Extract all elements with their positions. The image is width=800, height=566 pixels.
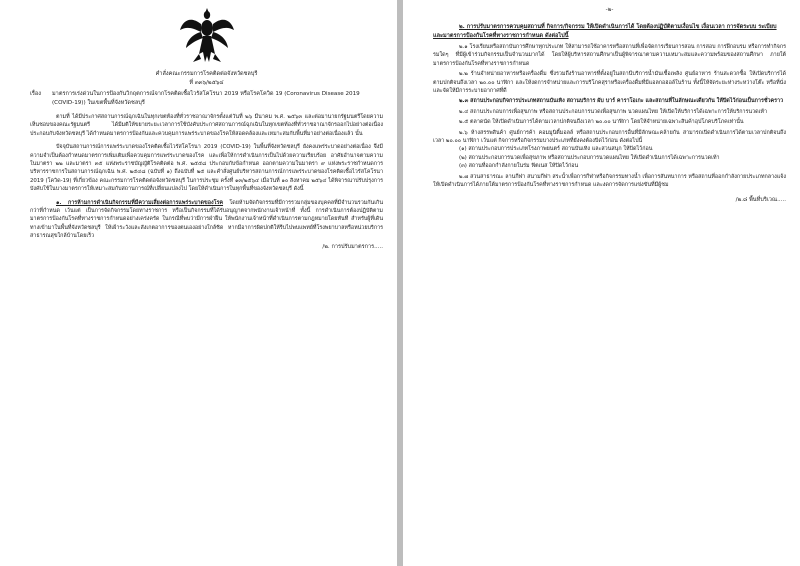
subject-label: เรื่อง [30,91,42,97]
item-2-3: ๒.๓ สถานประกอบกิจการประเภทสถานบันเทิง สถานบริการ ผับ บาร์ คาราโอเกะ และสถานที่ในลักษณะเดียวกัน ให้ปิดไว้ก่อนเป็นการชั่วคราว [459,98,784,105]
item-2-5: ๒.๕ ตลาดนัด ให้เปิดดำเนินการได้ตามเวลาปกติจนถึงเวลา ๒๐.๐๐ นาฬิกา โดยให้จำหน่ายเฉพาะสินค้าอุปโภคบริโภคเท่านั้น [459,119,744,126]
subject-text: มาตรการเร่งด่วนในการป้องกันวิกฤตการณ์จากโรคติดเชื้อไวรัสโคโรนา 2019 หรือโรคโควิด 19 (Coronavirus Disease 2019 (COVID-19)) ในเขตพื้นที่จังหวัดชลบุรี [52,91,360,106]
item-2-6-3: (๓) สถานที่ออกกำลังกายในร่ม ฟิตเนส ให้ปิดไว้ก่อน [459,163,579,170]
item-2-4: ๒.๔ สถานประกอบการเพื่อสุขภาพ หรือสถานประกอบการนวดเพื่อสุขภาพ นวดแผนไทย ให้เปิดให้บริการได้เฉพาะการให้บริการนวดเท้า [459,108,768,115]
document-page-1 [0,0,397,566]
garuda-emblem-icon [177,6,237,66]
intro-paragraph: ตามที่ ได้มีประกาศสถานการณ์ฉุกเฉินในทุกเขตท้องที่ทั่วราชอาณาจักรตั้งแต่วันที่ ๒๖ มีนาคม พ.ศ. ๒๕๖๓ และต่อมานายกรัฐมนตรีโดยความเห็นชอบของคณะรัฐมนตรี ได้มีมติให้ขยายระยะเวลาการใช้บังคับประกาศสถานการณ์ฉุกเฉินในทุกเขตท้องที่ทั่วราชอาณาจักรออกไปอย่างต่อเนื่อง ประกอบกับจังหวัดชลบุรี ได้กำหนดมาตรการป้องกันและควบคุมการแพร่ระบาดของโรคให้สอดคล้องและเหมาะสมกับพื้นที่มาอย่างต่อเนื่องแล้ว นั้น [30,114,383,137]
page-2-continuation: /๒.๘ พื้นที่บริเวณ..... [735,196,786,203]
order-number: ที่ ๓๓๖/๒๕๖๔ [189,80,224,86]
section-1-title: ๑. การห้ามการดำเนินกิจกรรมที่มีความเสี่ยงต่อการแพร่ระบาดของโรค [56,199,224,206]
item-2-6: ๒.๖ ห้างสรรพสินค้า ศูนย์การค้า คอมมูนิตี้มอลล์ หรือสถานประกอบการอื่นที่มีลักษณะคล้ายกัน สามารถเปิดดำเนินการได้ตามเวลาปกติจนถึงเวลา ๒๐.๐๐ นาฬิกา เว้นแต่ กิจการหรือกิจกรรมบางประเภทที่ยังคงต้องปิดไว้ก่อน ดังต่อไปนี้ [433,129,786,145]
page-number: -๒- [605,7,614,13]
document-page-2 [403,0,800,566]
item-2-1: ๒.๑ โรงเรียนหรือสถาบันการศึกษาทุกประเภท ให้สามารถใช้อาคารหรือสถานที่เพื่อจัดการเรียนการสอน การสอบ การฝึกอบรม หรือการทำกิจกรรมใดๆ ที่มีผู้เข้าร่วมกิจกรรมเป็นจำนวนมากได้ โดยให้ผู้บริหารสถานศึกษาเป็นผู้พิจารณาตามความเหมาะสมและความพร้อมของสถานศึกษา ภายใต้มาตรการป้องกันโรคที่ทางราชการกำหนด [433,44,786,67]
section-1 [30,199,383,241]
item-2-7: ๒.๗ สวนสาธารณะ ลานกีฬา สนามกีฬา สระน้ำเพื่อการกีฬาหรือกิจกรรมทางน้ำ เพื่อการสันทนาการ หรือสถานที่ออกกำลังกายประเภทกลางแจ้ง ให้เปิดดำเนินการได้ภายใต้มาตรการป้องกันโรคที่ทางราชการกำหนด และงดการจัดการแข่งขันที่มีผู้ชม [433,173,786,189]
section-2-title: ๒. การปรับมาตรการควบคุมสถานที่ กิจการ/กิจกรรม ให้เปิดดำเนินการได้ โดยต้องปฏิบัติตามเงื่อนไข เงื่อนเวลา การจัดระบบ ระเบียบ และมาตรการป้องกันโรคที่ทางราชการกำหนด ดังต่อไปนี้ [433,24,777,39]
subject-line [30,90,383,108]
authority-paragraph: ปัจจุบันสถานการณ์การแพร่ระบาดของโรคติดเชื้อไวรัสโคโรนา 2019 (COVID-19) ในพื้นที่จังหวัดชลบุรี ยังคงแพร่ระบาดอย่างต่อเนื่อง จึงมีความจำเป็นต้องกำหนดมาตรการเพิ่มเติมเพื่อควบคุมการแพร่ระบาดของโรค และเพื่อให้การดำเนินการเป็นไปด้วยความเรียบร้อย อาศัยอำนาจตามความในมาตรา ๒๒ และมาตรา ๓๕ แห่งพระราชบัญญัติโรคติดต่อ พ.ศ. ๒๕๕๘ ประกอบกับข้อกำหนด ออกตามความในมาตรา ๙ แห่งพระราชกำหนดการบริหารราชการในสถานการณ์ฉุกเฉิน พ.ศ. ๒๕๔๘ (ฉบับที่ ๑) ถึงฉบับที่ ๒๕ และคำสั่งศูนย์บริหารสถานการณ์การแพร่ระบาดของโรคติดเชื้อไวรัสโคโรนา 2019 (โควิด-19) ที่เกี่ยวข้อง คณะกรรมการโรคติดต่อจังหวัดชลบุรี ในการประชุม ครั้งที่ ๑๓/๒๕๖๔ เมื่อวันที่ ๑๐ สิงหาคม ๒๕๖๔ ได้พิจารณาปรับปรุงการบังคับใช้ในบางมาตรการให้เหมาะสมกับสถานการณ์ที่เปลี่ยนแปลงไป โดยให้ดำเนินการในทุกพื้นที่ของจังหวัดชลบุรี ดังนี้ [30,144,383,193]
section-1-body: โดยห้ามจัดกิจกรรมที่มีการรวมกลุ่มของบุคคลที่มีจำนวนรวมกันเกินกว่าที่กำหนด เว้นแต่ เป็นการจัดกิจกรรมโดยทางราชการ หรือเป็นกิจกรรมที่ได้รับอนุญาตจากพนักงานเจ้าหน้าที่ ทั้งนี้ การดำเนินการต้องปฏิบัติตามมาตรการป้องกันโรคที่ทางราชการกำหนดอย่างเคร่งครัด ในกรณีที่พบว่ามีการฝ่าฝืน ให้พนักงานเจ้าหน้าที่ดำเนินการตามกฎหมายโดยทันที สำหรับผู้ที่เดินทางเข้ามาในพื้นที่จังหวัดชลบุรี ให้เฝ้าระวังและสังเกตอาการของตนเองอย่างใกล้ชิด หากมีอาการผิดปกติให้รีบไปพบแพทย์ที่โรงพยาบาลหรือหน่วยบริการสาธารณสุขใกล้บ้านโดยเร็ว [30,199,384,240]
item-2-2: ๒.๒ ร้านจำหน่ายอาหารหรือเครื่องดื่ม ซึ่งรวมถึงร้านอาหารที่ตั้งอยู่ในสถานีบริการน้ำมันเชื้อเพลิง ศูนย์อาหาร ร้านสะดวกซื้อ ให้เปิดบริการได้ตามปกติจนถึงเวลา ๒๐.๐๐ นาฬิกา และให้งดการจำหน่ายและการบริโภคสุราหรือเครื่องดื่มที่มีแอลกอฮอล์ในร้าน ทั้งนี้ให้จัดระยะห่างระหว่างโต๊ะ หรือที่นั่ง และจัดให้มีการระบายอากาศที่ดี [433,71,786,95]
item-2-6-2: (๒) สถานประกอบการนวดเพื่อสุขภาพ หรือสถานประกอบการนวดแผนไทย ให้เปิดดำเนินการได้เฉพาะการนวดเท้า [459,154,720,161]
item-2-6-1: (๑) สถานประกอบการประเภทโรงภาพยนตร์ สถานบันเทิง และสวนสนุก ให้ปิดไว้ก่อน [459,146,653,153]
issuing-organization: คำสั่งคณะกรรมการโรคติดต่อจังหวัดชลบุรี [155,71,258,77]
page-1-continuation: /๒. การปรับมาตรการ..... [322,243,383,250]
